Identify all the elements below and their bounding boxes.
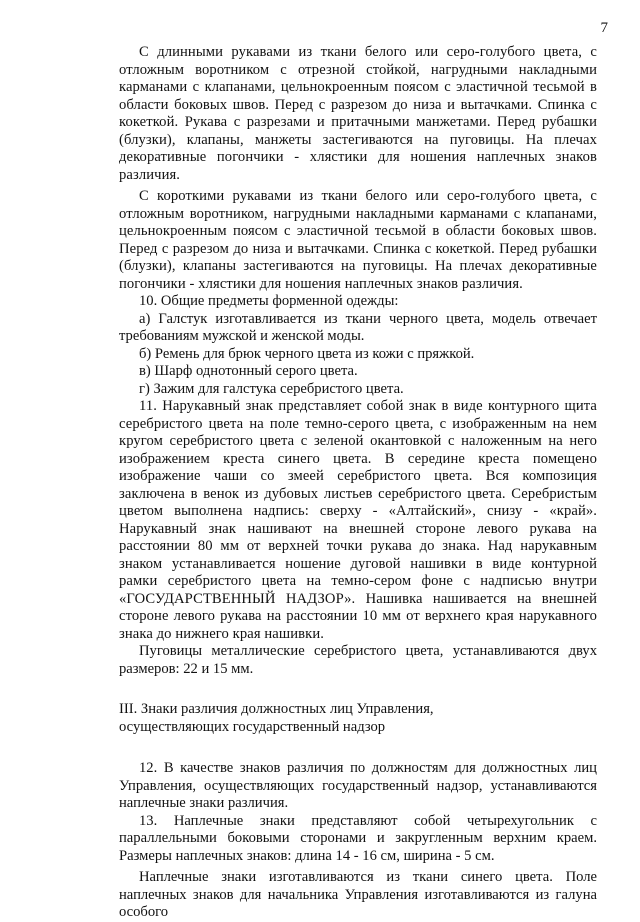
- paragraph-item-13: 13. Наплечные знаки представляют собой четырехугольник с параллельными боковыми сторонами и закругленным верхним краем. Размеры наплечных знаков: длина 14 - 16 см, ширина - 5 см.: [119, 812, 597, 864]
- section-heading: [119, 700, 597, 736]
- paragraph-buttons: Пуговицы металлические серебристого цвета, устанавливаются двух размеров: 22 и 15 мм.: [119, 643, 597, 677]
- paragraph-item-10c: в) Шарф однотонный серого цвета.: [139, 363, 358, 379]
- paragraph-item-10: 10. Общие предметы форменной одежды:: [139, 293, 399, 309]
- document-body: [119, 44, 597, 922]
- paragraph-item-11: 11. Нарукавный знак представляет собой знак в виде контурного щита серебристого цвета на поле темно-серого цвета, с изображенным на нем кругом серебристого цвета с зеленой окантовкой с наложенным на него изображением креста синего цвета. В середине креста помещено изображение чаши со змеей серебристого цвета. Вся композиция заключена в венок из дубовых листьев серебристого цвета. Серебристым цветом выполнена надпись: сверху - «Алтайский», снизу - «край». Нарукавный знак нашивают на внешней стороне левого рукава на расстоянии 80 мм от верхней точки рукава до знака. Над нарукавным знаком устанавливается ношение дуговой нашивки в виде контурной рамки серебристого цвета на темно-сером фоне с надписью внутри «ГОСУДАРСТВЕННЫЙ НАДЗОР». Нашивка нашивается на внешней стороне левого рукава на расстоянии 10 мм от верхнего края нарукавного знака до нижнего края нашивки.: [119, 398, 597, 642]
- paragraph-short-sleeve-shirt: С короткими рукавами из ткани белого или серо-голубого цвета, с отложным воротником, нагрудными накладными карманами с клапанами, цельнокроенным поясом с эластичной тесьмой в области боковых швов. Перед с разрезом до низа и вытачками. Спинка с кокеткой. Перед рубашки (блузки), клапаны застегиваются на пуговицы. На плечах декоративные погончики - хлястики для ношения наплечных знаков различия.: [119, 188, 597, 292]
- paragraph-item-10d: г) Зажим для галстука серебристого цвета.: [139, 380, 404, 397]
- paragraph-item-10a: а) Галстук изготавливается из ткани черного цвета, модель отвечает требованиям мужской и женской моды.: [119, 310, 597, 344]
- section-heading-line-1: III. Знаки различия должностных лиц Управления,: [119, 701, 434, 717]
- paragraph-long-sleeve-shirt: С длинными рукавами из ткани белого или серо-голубого цвета, с отложным воротником с отрезной стойкой, нагрудными накладными карманами с клапанами, цельнокроенным поясом с эластичной тесьмой в области боковых швов. Перед с разрезом до низа и вытачками. Спинка с кокеткой. Рукава с разрезами и притачными манжетами. Перед рубашки (блузки), клапаны, манжеты застегиваются на пуговицы. На плечах декоративные погончики - хлястики для ношения наплечных знаков различия.: [119, 44, 597, 183]
- paragraph-item-10b: б) Ремень для брюк черного цвета из кожи с пряжкой.: [139, 345, 475, 362]
- page-number: 7: [600, 20, 608, 36]
- paragraph-item-12: 12. В качестве знаков различия по должностям для должностных лиц Управления, осуществляющих государственный надзор, устанавливаются наплечные знаки различия.: [119, 760, 597, 811]
- section-heading-line-2: осуществляющих государственный надзор: [119, 719, 386, 735]
- paragraph-shoulder-boards: Наплечные знаки изготавливаются из ткани синего цвета. Поле наплечных знаков для начальника Управления изготавливаются из галуна особого: [119, 869, 597, 920]
